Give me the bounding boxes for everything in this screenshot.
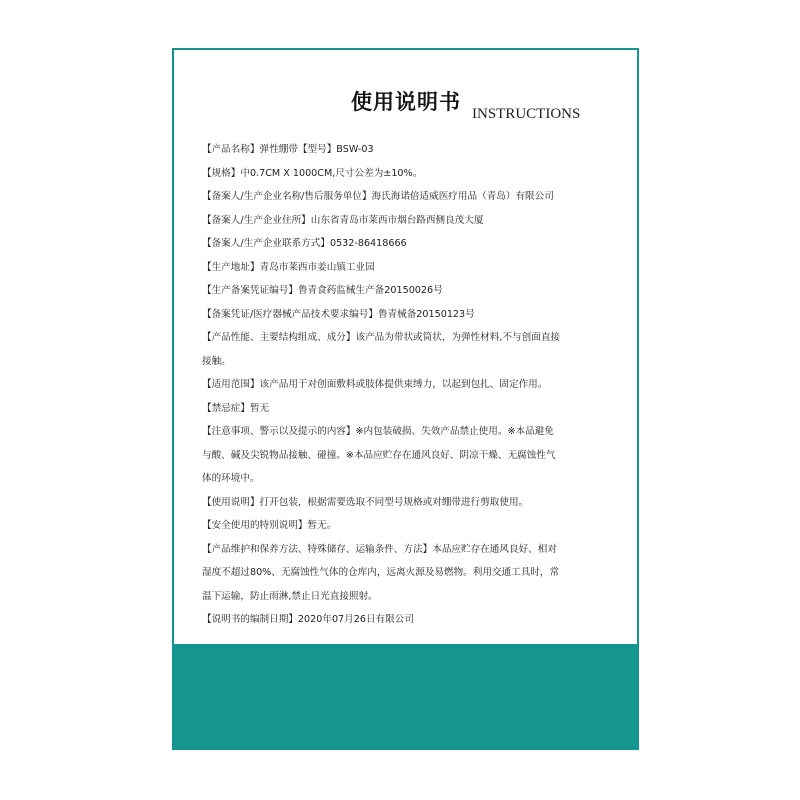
contraindications-line: 【禁忌症】暂无 <box>202 402 270 414</box>
precautions-line-3: 体的环境中。 <box>202 473 260 484</box>
maintenance-line-3: 温下运输，防止雨淋,禁止日光直接照射。 <box>202 590 378 602</box>
footer-band <box>174 644 637 748</box>
document-title: 使用说明书 <box>351 90 461 114</box>
document-subtitle: INSTRUCTIONS <box>472 106 581 122</box>
precautions-line-1: 【注意事项、警示以及提示的内容】※内包装破损、失效产品禁止使用。※本品避免 <box>202 426 554 437</box>
instructions-body <box>202 138 607 632</box>
performance-line-2: 接触。 <box>202 355 231 367</box>
product-filing-number-line: 【备案凭证/医疗器械产品技术要求编号】鲁青械备20150123号 <box>202 308 475 320</box>
compilation-date-line: 【说明书的编制日期】2020年07月26日有限公司 <box>202 614 414 625</box>
registrant-address-line: 【备案人/生产企业住所】山东省青岛市莱西市烟台路西侧良茂大厦 <box>202 214 484 226</box>
registrant-name-line: 【备案人/生产企业名称/售后服务单位】海氏海诺倍适威医疗用品（青岛）有限公司 <box>202 191 554 202</box>
maintenance-line-2: 湿度不超过80%、无腐蚀性气体的仓库内，远离火源及易燃物。利用交通工具时，常 <box>202 567 560 578</box>
usage-line: 【使用说明】打开包装，根据需要选取不同型号规格或对绷带进行剪取使用。 <box>202 496 529 508</box>
registrant-contact-line: 【备案人/生产企业联系方式】0532-86418666 <box>202 238 407 249</box>
safety-notes-line: 【安全使用的特别说明】暂无。 <box>202 520 337 531</box>
specification-line: 【规格】中0.7CM X 1000CM,尺寸公差为±10%。 <box>202 167 423 179</box>
maintenance-line-1: 【产品维护和保养方法、特殊储存、运输条件、方法】本品应贮存在通风良好、相对 <box>202 543 557 555</box>
instruction-card <box>172 48 639 750</box>
precautions-line-2: 与酸、碱及尖锐物品接触、碰撞。※本品应贮存在通风良好、阴凉干燥、无腐蚀性气 <box>202 449 556 461</box>
production-address-line: 【生产地址】青岛市莱西市姜山镇工业园 <box>202 261 375 273</box>
production-filing-number-line: 【生产备案凭证编号】鲁青食药监械生产备20150026号 <box>202 285 443 296</box>
scope-line: 【适用范围】该产品用于对创面敷料或肢体提供束缚力，以起到包扎、固定作用。 <box>202 379 548 390</box>
product-name-line: 【产品名称】弹性绷带【型号】BSW-03 <box>202 144 374 155</box>
performance-line-1: 【产品性能、主要结构组成、成分】该产品为带状或筒状，为弹性材料,不与创面直接 <box>202 332 561 343</box>
